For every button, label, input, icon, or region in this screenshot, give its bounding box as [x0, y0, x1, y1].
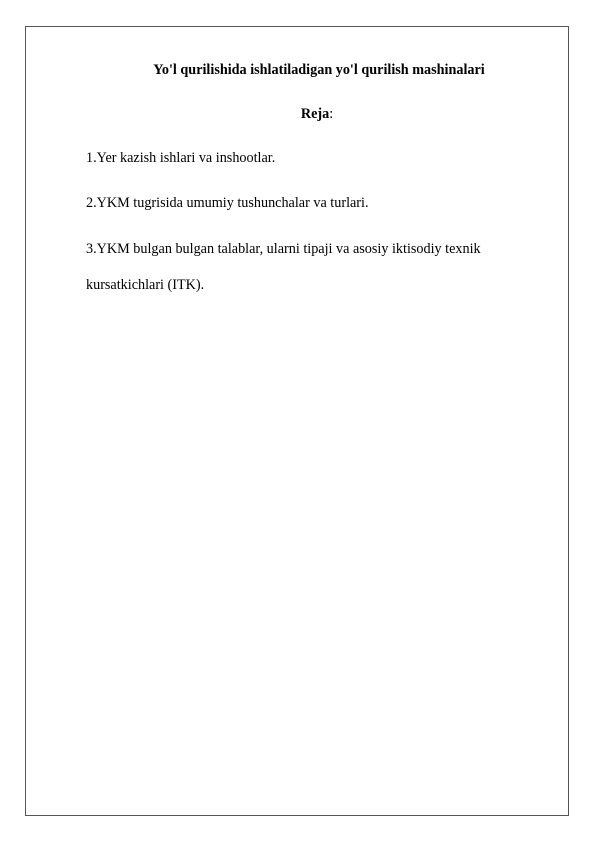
page-border: [25, 26, 569, 816]
plan-item-3-continued: kursatkichlari (ITK).: [86, 277, 205, 293]
plan-heading: [0, 104, 596, 124]
plan-heading-colon: :: [329, 106, 334, 122]
document-title: Yo'l qurilishida ishlatiladigan yo'l qurilish mashinalari: [153, 62, 485, 78]
plan-item-1: 1.Yer kazish ishlari va inshootlar.: [86, 150, 276, 166]
plan-item-3: 3.YKM bulgan bulgan talablar, ularni tipaji va asosiy iktisodiy texnik: [86, 241, 481, 257]
plan-item-2: 2.YKM tugrisida umumiy tushunchalar va turlari.: [86, 195, 369, 211]
plan-heading-label: Reja: [300, 106, 330, 122]
